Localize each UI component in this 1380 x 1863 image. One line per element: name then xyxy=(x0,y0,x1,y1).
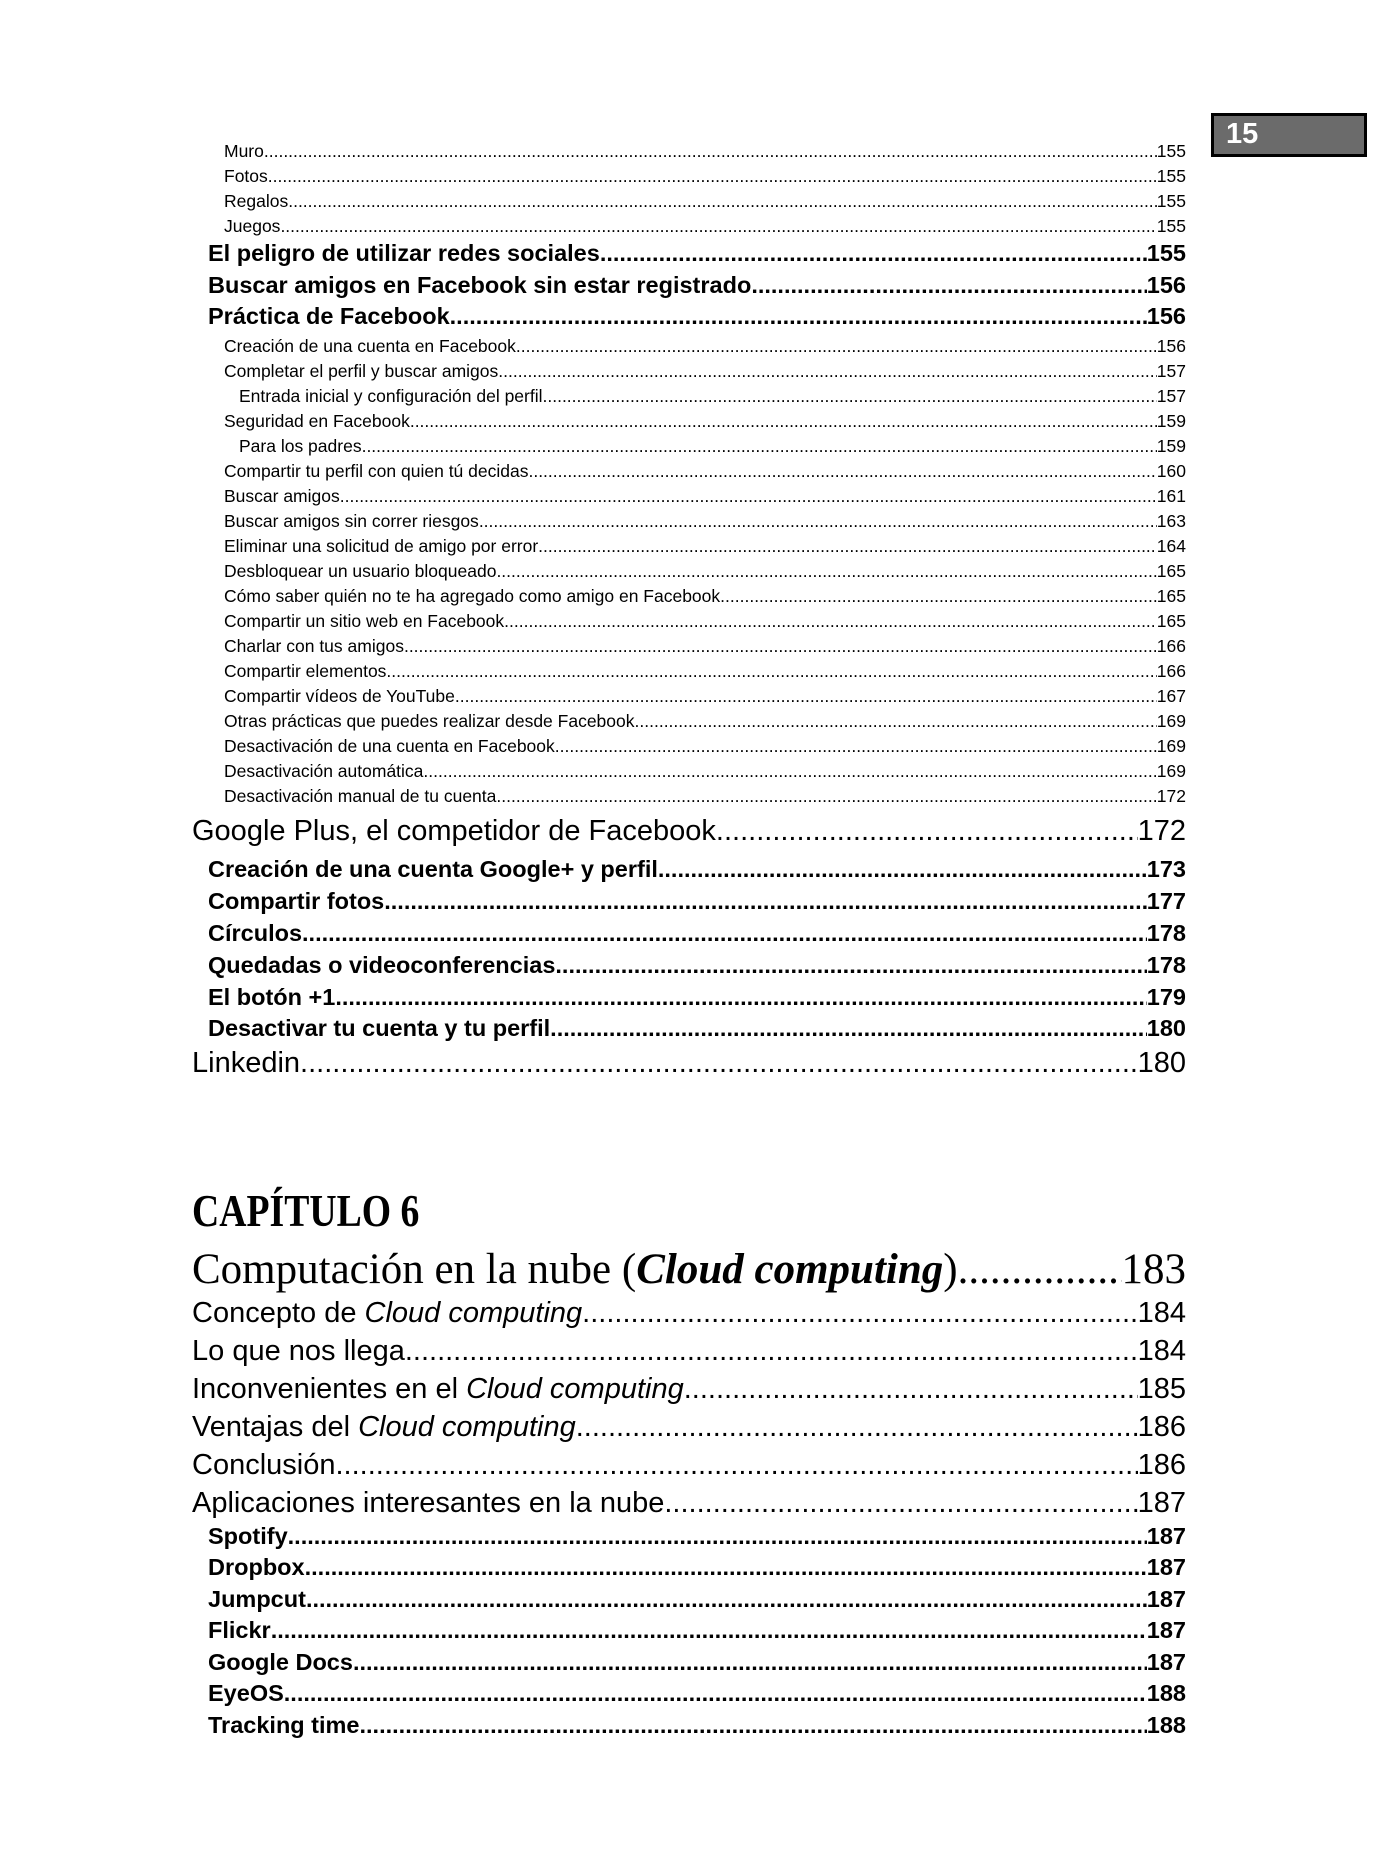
toc-entry-title: Para los padres xyxy=(239,436,362,456)
dot-leader xyxy=(335,984,1146,1011)
toc-entry-title: Eliminar una solicitud de amigo por error xyxy=(224,536,539,556)
dot-leader xyxy=(543,386,1157,407)
dot-leader xyxy=(284,1680,1147,1707)
toc-entry[interactable] xyxy=(224,511,1186,536)
toc-entry-title: Círculos xyxy=(208,920,303,946)
toc-entry-page: 187 xyxy=(1146,1649,1186,1675)
toc-entry-page: 187 xyxy=(1137,1487,1186,1519)
toc-entry-title: Tracking time xyxy=(208,1712,360,1738)
toc-entry-title: Completar el perfil y buscar amigos xyxy=(224,361,499,381)
toc-entry-page: 185 xyxy=(1137,1373,1186,1405)
toc-entry[interactable] xyxy=(224,736,1186,761)
toc-entry-title: Spotify xyxy=(208,1523,288,1549)
toc-entry[interactable] xyxy=(208,888,1186,920)
toc-entry-page: 179 xyxy=(1146,984,1186,1010)
toc-entry-page: 169 xyxy=(1156,711,1186,731)
toc-entry[interactable] xyxy=(208,1015,1186,1047)
dot-leader xyxy=(271,1617,1147,1644)
dot-leader xyxy=(751,272,1146,299)
toc-entry-page: 178 xyxy=(1146,920,1186,946)
dot-leader xyxy=(538,536,1157,557)
dot-leader xyxy=(450,303,1147,330)
toc-entry-title: Charlar con tus amigos xyxy=(224,636,404,656)
dot-leader xyxy=(716,815,1138,848)
toc-entry[interactable] xyxy=(208,1680,1186,1712)
dot-leader xyxy=(958,1245,1122,1294)
toc-entry-page: 187 xyxy=(1146,1617,1186,1643)
toc-entry-page: 156 xyxy=(1156,336,1186,356)
toc-entry-title: Desactivar tu cuenta y tu perfil xyxy=(208,1015,551,1041)
toc-entry[interactable] xyxy=(224,761,1186,786)
toc-entry[interactable] xyxy=(224,216,1186,241)
toc-entry-title: Compartir tu perfil con quien tú decidas xyxy=(224,461,529,481)
toc-entry[interactable] xyxy=(208,984,1186,1016)
toc-entry-title: Concepto de Cloud computing xyxy=(192,1297,583,1329)
toc-entry[interactable] xyxy=(224,361,1186,386)
toc-entry-page: 169 xyxy=(1156,736,1186,756)
dot-leader xyxy=(305,1554,1147,1581)
toc-entry[interactable] xyxy=(208,303,1186,335)
toc-entry[interactable] xyxy=(224,411,1186,436)
toc-entry-title: Creación de una cuenta en Facebook xyxy=(224,336,516,356)
toc-entry-page: 172 xyxy=(1137,815,1186,847)
dot-leader xyxy=(498,361,1157,382)
toc-entry-page: 165 xyxy=(1156,561,1186,581)
toc-entry[interactable] xyxy=(192,1411,1186,1451)
toc-entry-title: Regalos xyxy=(224,191,289,211)
toc-entry-page: 159 xyxy=(1156,436,1186,456)
toc-entry-page: 165 xyxy=(1156,586,1186,606)
chapter-title-entry[interactable] xyxy=(192,1245,1186,1294)
dot-leader xyxy=(582,1297,1137,1330)
toc-entry[interactable] xyxy=(208,1617,1186,1649)
toc-entry-page: 164 xyxy=(1156,536,1186,556)
dot-leader xyxy=(684,1373,1138,1406)
dot-leader xyxy=(496,561,1156,582)
dot-leader xyxy=(600,240,1147,267)
dot-leader xyxy=(479,511,1157,532)
dot-leader xyxy=(353,1649,1147,1676)
toc-entry-title: Práctica de Facebook xyxy=(208,303,450,329)
dot-leader xyxy=(264,141,1157,162)
toc-entry[interactable] xyxy=(239,436,1186,461)
dot-leader xyxy=(268,166,1157,187)
dot-leader xyxy=(288,191,1157,212)
toc-entry-page: 186 xyxy=(1137,1411,1186,1443)
toc-entry-page: 165 xyxy=(1156,611,1186,631)
toc-entry[interactable] xyxy=(224,711,1186,736)
toc-entry-page: 184 xyxy=(1137,1335,1186,1367)
toc-entry-page: 156 xyxy=(1146,272,1186,298)
toc-entry-page: 159 xyxy=(1156,411,1186,431)
toc-entry-title: Juegos xyxy=(224,216,281,236)
toc-entry-title: Compartir elementos xyxy=(224,661,387,681)
toc-entry[interactable] xyxy=(192,1373,1186,1413)
toc-entry-title: Creación de una cuenta Google+ y perfil xyxy=(208,856,658,882)
toc-entry-title: Cómo saber quién no te ha agregado como amigo en Facebook xyxy=(224,586,721,606)
dot-leader xyxy=(405,1335,1138,1368)
toc-entry[interactable] xyxy=(192,1297,1186,1337)
toc-entry-title: EyeOS xyxy=(208,1680,284,1706)
toc-entry[interactable] xyxy=(224,461,1186,486)
toc-entry[interactable] xyxy=(224,191,1186,216)
chapter-label: CAPÍTULO 6 xyxy=(192,1185,420,1236)
dot-leader xyxy=(306,1586,1147,1613)
toc-entry-page: 172 xyxy=(1156,786,1186,806)
dot-leader xyxy=(658,856,1147,883)
toc-entry-title: Desbloquear un usuario bloqueado xyxy=(224,561,497,581)
toc-entry[interactable] xyxy=(208,240,1186,272)
toc-entry-title: Conclusión xyxy=(192,1449,336,1481)
toc-entry-title: Desactivación de una cuenta en Facebook xyxy=(224,736,555,756)
dot-leader xyxy=(410,411,1157,432)
toc-entry-page: 155 xyxy=(1156,216,1186,236)
toc-entry-title: Buscar amigos sin correr riesgos xyxy=(224,511,479,531)
dot-leader xyxy=(720,586,1157,607)
toc-entry[interactable] xyxy=(224,636,1186,661)
toc-entry[interactable] xyxy=(208,920,1186,952)
page-number-tab xyxy=(1211,113,1367,157)
toc-entry-page: 163 xyxy=(1156,511,1186,531)
toc-entry-title: Lo que nos llega xyxy=(192,1335,405,1367)
toc-entry-title: Quedadas o videoconferencias xyxy=(208,952,556,978)
toc-entry-page: 166 xyxy=(1156,661,1186,681)
toc-entry[interactable] xyxy=(208,1712,1186,1744)
toc-entry[interactable] xyxy=(224,536,1186,561)
toc-entry[interactable] xyxy=(208,856,1186,888)
dot-leader xyxy=(555,736,1157,757)
toc-entry-page: 157 xyxy=(1156,386,1186,406)
toc-entry-page: 167 xyxy=(1156,686,1186,706)
dot-leader xyxy=(555,952,1146,979)
dot-leader xyxy=(496,786,1156,807)
dot-leader xyxy=(335,1449,1137,1482)
toc-entry-page: 184 xyxy=(1137,1297,1186,1329)
toc-entry[interactable] xyxy=(224,611,1186,636)
dot-leader xyxy=(504,611,1157,632)
toc-entry-page: 188 xyxy=(1146,1712,1186,1738)
dot-leader xyxy=(635,711,1157,732)
dot-leader xyxy=(384,888,1147,915)
toc-entry-title: Compartir un sitio web en Facebook xyxy=(224,611,505,631)
toc-entry-page: 188 xyxy=(1146,1680,1186,1706)
dot-leader xyxy=(362,436,1157,457)
toc-entry-page: 155 xyxy=(1156,141,1186,161)
dot-leader xyxy=(386,661,1156,682)
toc-entry-title: Ventajas del Cloud computing xyxy=(192,1411,576,1443)
toc-entry-page: 161 xyxy=(1156,486,1186,506)
toc-entry[interactable] xyxy=(192,1449,1186,1489)
toc-entry[interactable] xyxy=(224,336,1186,361)
toc-entry-page: 155 xyxy=(1156,191,1186,211)
toc-entry[interactable] xyxy=(224,141,1186,166)
toc-entry[interactable] xyxy=(224,586,1186,611)
chapter-page: 183 xyxy=(1121,1246,1186,1293)
toc-entry[interactable] xyxy=(192,1335,1186,1375)
toc-entry[interactable] xyxy=(224,661,1186,686)
toc-entry-page: 187 xyxy=(1146,1586,1186,1612)
toc-entry-title: Jumpcut xyxy=(208,1586,306,1612)
toc-entry[interactable] xyxy=(208,1523,1186,1555)
dot-leader xyxy=(340,486,1157,507)
dot-leader xyxy=(664,1487,1137,1520)
toc-entry-title: Linkedin xyxy=(192,1047,301,1079)
toc-entry-title: Compartir fotos xyxy=(208,888,385,914)
chapter-title: Computación en la nube (Cloud computing) xyxy=(192,1246,958,1293)
toc-entry[interactable] xyxy=(192,1487,1186,1527)
toc-entry-page: 173 xyxy=(1146,856,1186,882)
toc-entry[interactable] xyxy=(208,1554,1186,1586)
toc-entry[interactable] xyxy=(224,561,1186,586)
toc-entry-title: Aplicaciones interesantes en la nube xyxy=(192,1487,665,1519)
toc-entry-title: Seguridad en Facebook xyxy=(224,411,410,431)
dot-leader xyxy=(302,920,1147,947)
toc-entry-title: Buscar amigos xyxy=(224,486,340,506)
toc-entry[interactable] xyxy=(208,1586,1186,1618)
dot-leader xyxy=(288,1523,1147,1550)
toc-entry-page: 187 xyxy=(1146,1554,1186,1580)
toc-entry-page: 155 xyxy=(1146,240,1186,266)
toc-entry[interactable] xyxy=(224,486,1186,511)
toc-entry[interactable] xyxy=(208,272,1186,304)
toc-entry[interactable] xyxy=(224,166,1186,191)
dot-leader xyxy=(423,761,1156,782)
toc-entry-title: Buscar amigos en Facebook sin estar registrado xyxy=(208,272,752,298)
toc-entry-title: Dropbox xyxy=(208,1554,305,1580)
toc-entry-page: 180 xyxy=(1146,1015,1186,1041)
dot-leader xyxy=(280,216,1156,237)
toc-entry-title: El peligro de utilizar redes sociales xyxy=(208,240,600,266)
toc-entry-page: 169 xyxy=(1156,761,1186,781)
dot-leader xyxy=(300,1047,1138,1080)
toc-entry-page: 180 xyxy=(1137,1047,1186,1079)
dot-leader xyxy=(576,1411,1138,1444)
dot-leader xyxy=(455,686,1157,707)
page-number: 15 xyxy=(1226,118,1259,150)
toc-entry-title: Muro xyxy=(224,141,264,161)
toc-entry[interactable] xyxy=(239,386,1186,411)
toc-entry-page: 187 xyxy=(1146,1523,1186,1549)
toc-entry[interactable] xyxy=(208,1649,1186,1681)
toc-entry-page: 156 xyxy=(1146,303,1186,329)
toc-entry-title: Inconvenientes en el Cloud computing xyxy=(192,1373,684,1405)
toc-entry-title: Entrada inicial y configuración del perfil xyxy=(239,386,543,406)
toc-entry[interactable] xyxy=(192,815,1186,855)
dot-leader xyxy=(404,636,1157,657)
toc-entry[interactable] xyxy=(208,952,1186,984)
toc-entry-page: 178 xyxy=(1146,952,1186,978)
toc-entry-title: Compartir vídeos de YouTube xyxy=(224,686,455,706)
toc-entry[interactable] xyxy=(224,786,1186,811)
toc-entry-title: Fotos xyxy=(224,166,268,186)
toc-entry-page: 166 xyxy=(1156,636,1186,656)
toc-entry-title: Flickr xyxy=(208,1617,271,1643)
toc-entry-title: Desactivación automática xyxy=(224,761,424,781)
dot-leader xyxy=(528,461,1156,482)
toc-entry[interactable] xyxy=(224,686,1186,711)
toc-entry-page: 157 xyxy=(1156,361,1186,381)
toc-entry-page: 160 xyxy=(1156,461,1186,481)
toc-entry-page: 177 xyxy=(1146,888,1186,914)
toc-entry-page: 186 xyxy=(1137,1449,1186,1481)
toc-entry[interactable] xyxy=(192,1047,1186,1087)
toc-entry-title: El botón +1 xyxy=(208,984,336,1010)
dot-leader xyxy=(360,1712,1147,1739)
toc-entry-title: Otras prácticas que puedes realizar desde Facebook xyxy=(224,711,635,731)
dot-leader xyxy=(516,336,1157,357)
toc-entry-title: Google Plus, el competidor de Facebook xyxy=(192,815,716,847)
toc-entry-title: Desactivación manual de tu cuenta xyxy=(224,786,497,806)
toc-entry-title: Google Docs xyxy=(208,1649,353,1675)
toc-entry-page: 155 xyxy=(1156,166,1186,186)
dot-leader xyxy=(550,1015,1147,1042)
